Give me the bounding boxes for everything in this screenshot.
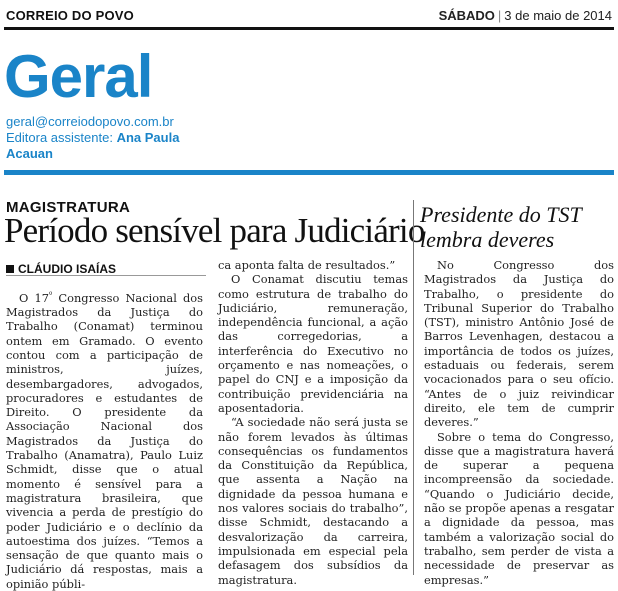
sidebar-paragraph: No Congresso dos Magistrados da Justiça do Trabalho, o presidente do Tribunal Superior do Trabalho (TST), ministro Antônio José de Barros Levenhagen, destacou a importância de todos os juízes, estaduais ou federais, serem vocacionados para o seu ofício. “Antes de o juiz reivindicar direito, ele tem de cumprir deveres.” bbox=[424, 258, 614, 430]
dateline bbox=[439, 8, 612, 23]
editor-label: Editora assistente: bbox=[6, 130, 113, 145]
article-paragraph-continued: ca aponta falta de resultados.” bbox=[218, 258, 396, 272]
article-column-1 bbox=[6, 288, 203, 591]
editor-name-first: Ana Paula bbox=[116, 130, 180, 145]
ordinal-superscript: º bbox=[48, 291, 53, 299]
newspaper-name: CORREIO DO POVO bbox=[6, 8, 134, 23]
column-divider bbox=[413, 200, 414, 575]
header-rule bbox=[4, 27, 614, 30]
paragraph-text-start: O 17 bbox=[19, 290, 49, 305]
section-email[interactable]: geral@correiodopovo.com.br bbox=[6, 114, 174, 129]
sidebar-headline: Presidente do TST lembra deveres bbox=[420, 202, 582, 252]
section-title: Geral bbox=[4, 43, 153, 110]
section-contact bbox=[6, 114, 179, 162]
sidebar-paragraph: Sobre o tema do Congresso, disse que a magistratura haverá de superar a pequena incompreensão da sociedade. “Quando o Judiciário decide, não se propõe apenas a resgatar a dignidade da pessoa, mas também a valorização social do trabalho, sem perder de vista a necessidade de preservar as empresas.” bbox=[424, 429, 614, 587]
article-column-2 bbox=[218, 258, 408, 587]
byline-rule bbox=[6, 275, 206, 276]
byline-square-icon bbox=[6, 265, 14, 273]
byline-author: CLÁUDIO ISAÍAS bbox=[18, 262, 117, 276]
article-headline: Período sensível para Judiciário bbox=[4, 211, 425, 250]
article-paragraph: “A sociedade não será justa se não forem levados às últimas consequências os fundamentos da Constituição da República, que assenta a Nação na dignidade da pessoa humana e nos valores sociais do trabalho”, disse Schmidt, destacando a desvalorização da carreira, impulsionada em especial pela defasagem dos subsídios da magistratura. bbox=[218, 415, 408, 587]
dateline-separator: | bbox=[497, 8, 502, 23]
sidebar-column bbox=[424, 258, 614, 587]
article-kicker: MAGISTRATURA bbox=[6, 199, 131, 216]
editor-name-last: Acauan bbox=[6, 146, 53, 161]
article-byline bbox=[6, 262, 116, 276]
article-paragraph bbox=[6, 288, 203, 591]
page-header bbox=[0, 0, 618, 28]
article-paragraph: O Conamat discutiu temas como estrutura de trabalho do Judiciário, remuneração, independência funcional, a ação das corregedorias, a interferência do Executivo no orçamento e nas nomeações, o papel do CNJ e a imposição da contribuição previdenciária na aposentadoria. bbox=[218, 272, 408, 415]
paragraph-text-rest: Congresso Nacional dos Magistrados da Justiça do Trabalho (Conamat) terminou ontem em Gramado. O evento contou com a participação de ministros, juízes, desembargadores, advogados, procuradores e estudantes de Direito. O presidente da Associação Nacional dos Magistrados da Justiça do Trabalho (Anamatra), Paulo Luiz Schmidt, disse que o atual momento é sensível para a magistratura brasileira, que vivencia a perda de prestígio do poder Judiciário e o declínio da autoestima dos juízes. “Temos a sensação de que quanto mais o Judiciário dá respostas, mais a opinião públi- bbox=[6, 290, 203, 591]
section-rule bbox=[4, 170, 614, 175]
dateline-date: 3 de maio de 2014 bbox=[504, 8, 612, 23]
dateline-day: SÁBADO bbox=[438, 8, 495, 23]
section-editor bbox=[6, 130, 179, 146]
